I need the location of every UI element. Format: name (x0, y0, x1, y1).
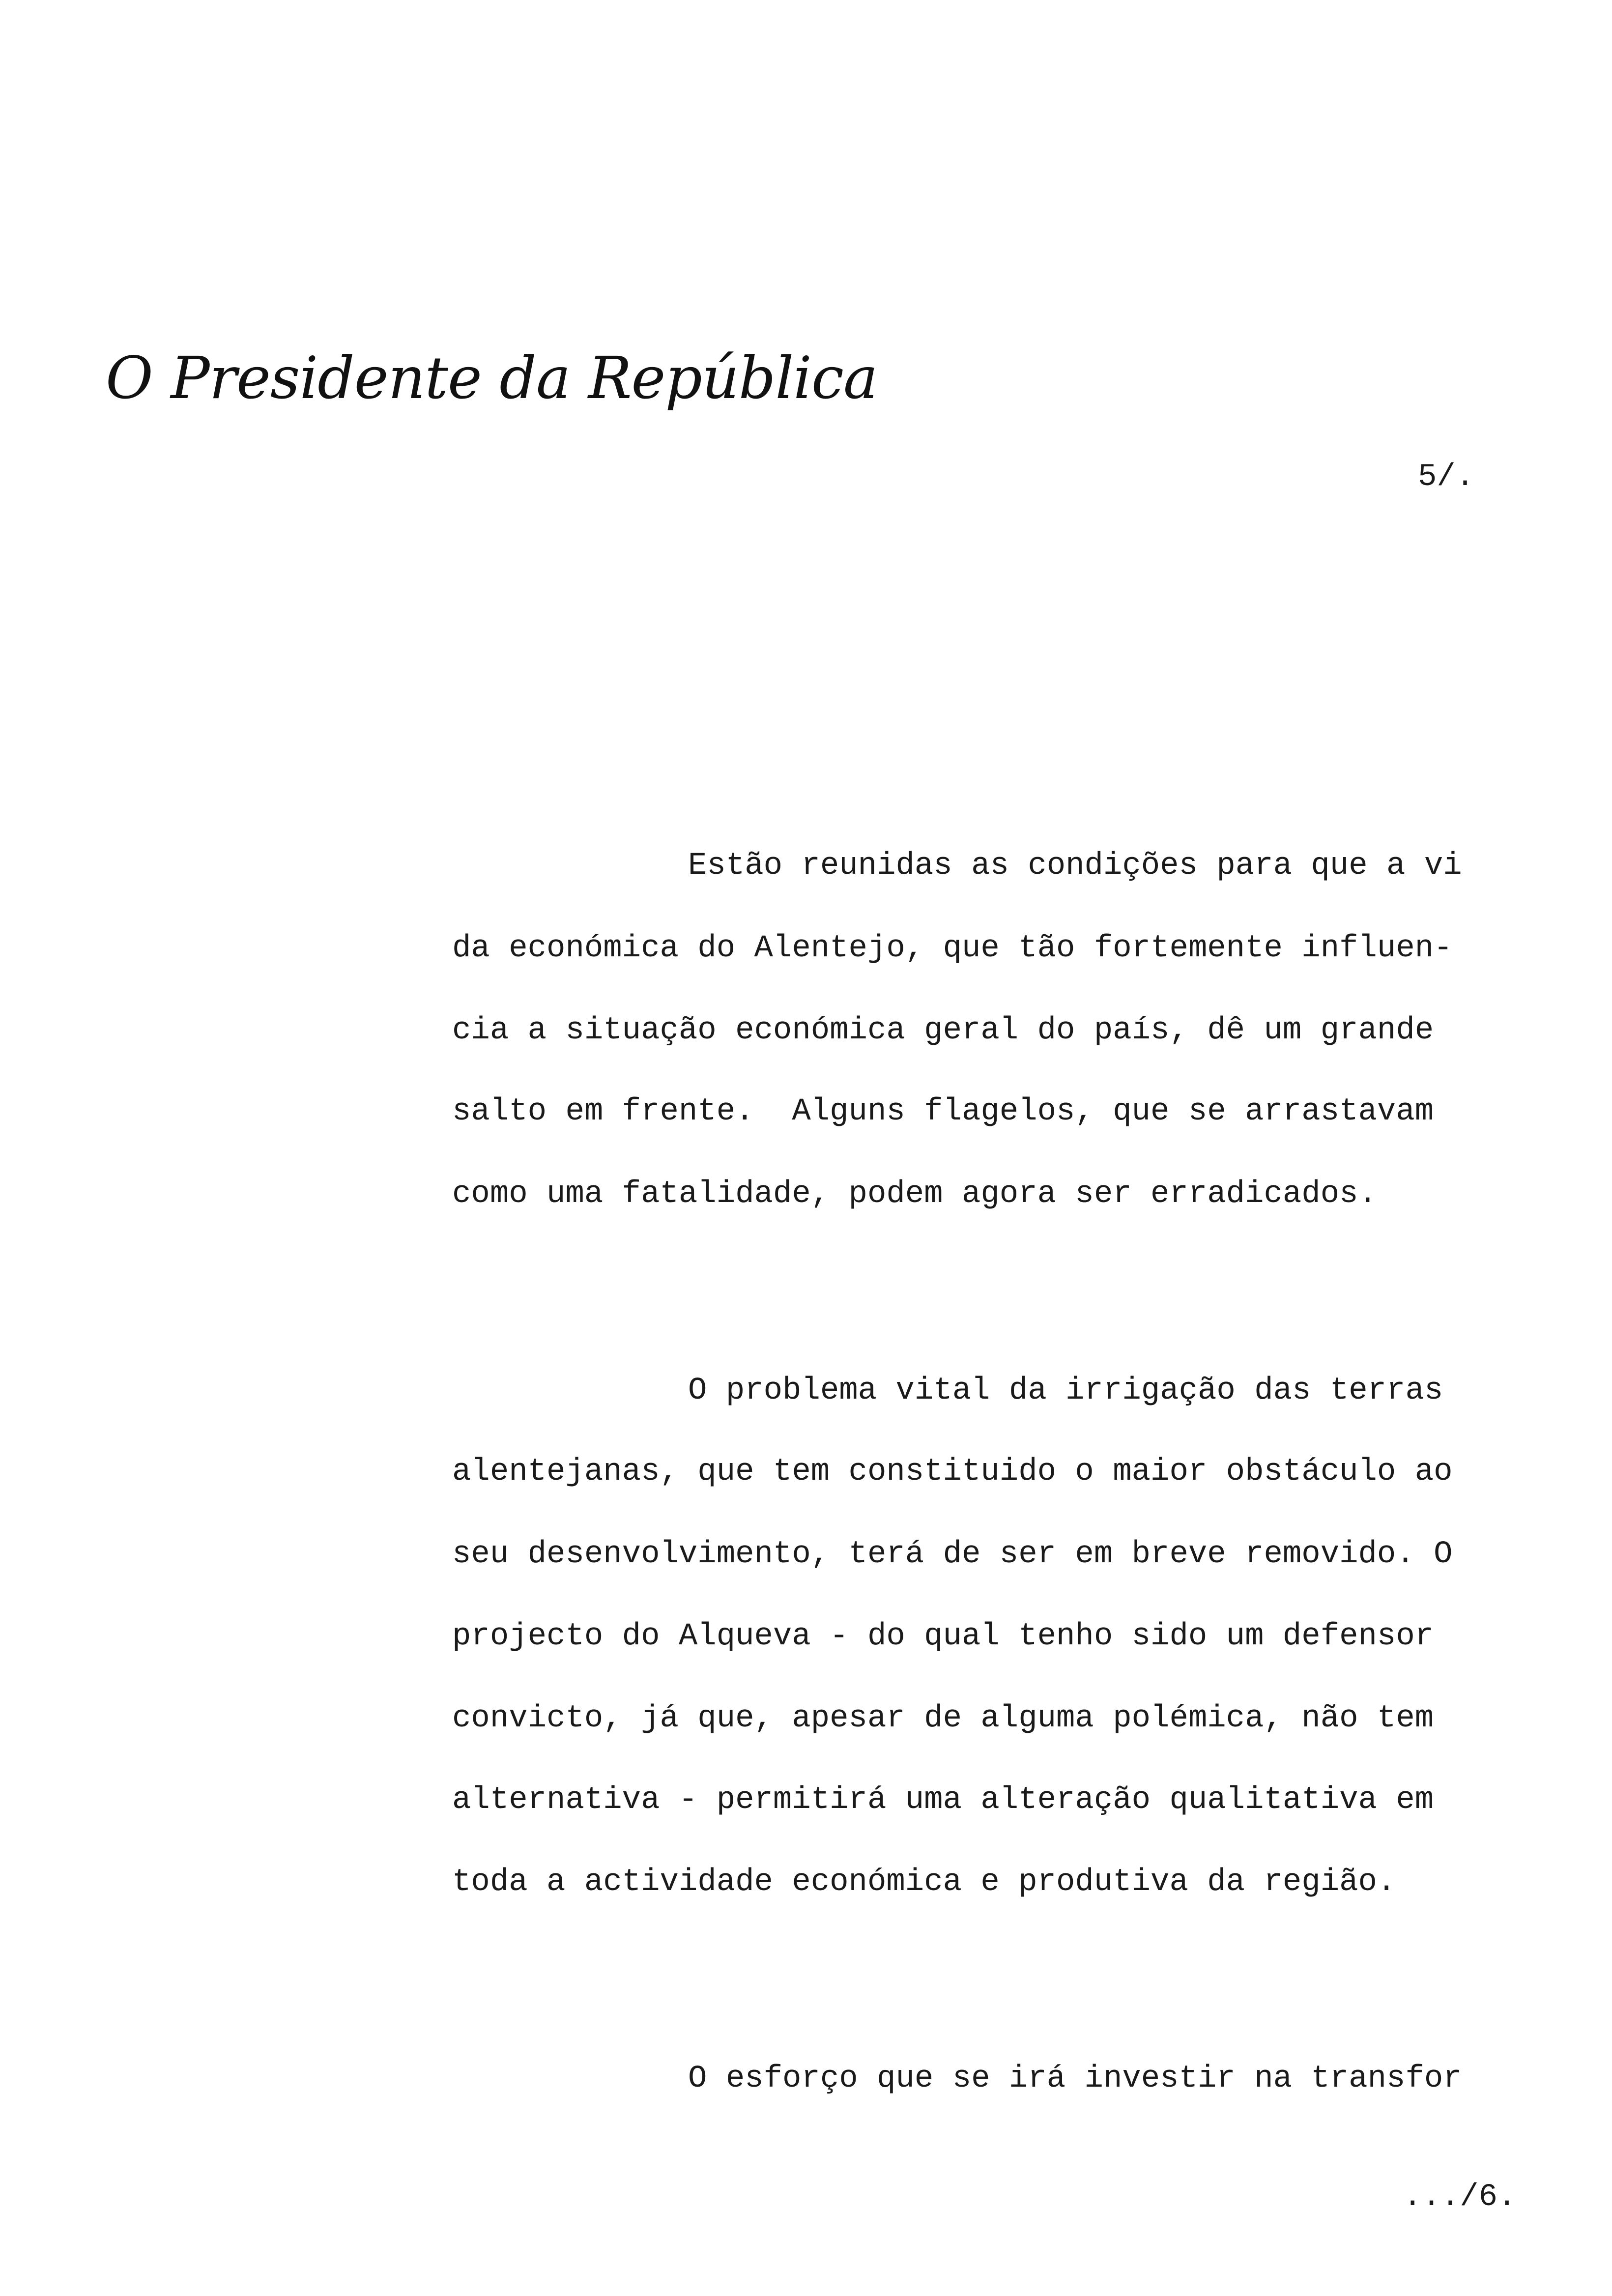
paragraph-line: Estão reunidas as condições para que a vi (688, 848, 1462, 884)
paragraph-line: como uma fatalidade, podem agora ser erradicados. (452, 1177, 1377, 1212)
paragraph-line: seu desenvolvimento, terá de ser em breve removido. O (452, 1537, 1453, 1572)
paragraph-line: alentejanas, que tem constituido o maior obstáculo ao (452, 1454, 1453, 1490)
paragraph-line: O problema vital da irrigação das terras (688, 1373, 1443, 1408)
continuation-marker: .../6. (1403, 2180, 1517, 2215)
letterhead: O Presidente da República (106, 344, 878, 412)
paragraph-line: toda a actividade económica e produtiva da região. (452, 1865, 1396, 1900)
paragraph-line: convicto, já que, apesar de alguma polémica, não tem (452, 1701, 1434, 1736)
paragraph-line: salto em frente. Alguns flagelos, que se arrastavam (452, 1094, 1434, 1129)
page-number: 5/. (1418, 459, 1475, 495)
paragraph-line: alternativa - permitirá uma alteração qualitativa em (452, 1782, 1434, 1818)
paragraph-line: da económica do Alentejo, que tão fortemente influen- (452, 931, 1453, 966)
paragraph-line: cia a situação económica geral do país, dê um grande (452, 1013, 1434, 1048)
paragraph-line: O esforço que se irá investir na transfor (688, 2061, 1462, 2096)
paragraph-line: projecto do Alqueva - do qual tenho sido um defensor (452, 1619, 1434, 1654)
